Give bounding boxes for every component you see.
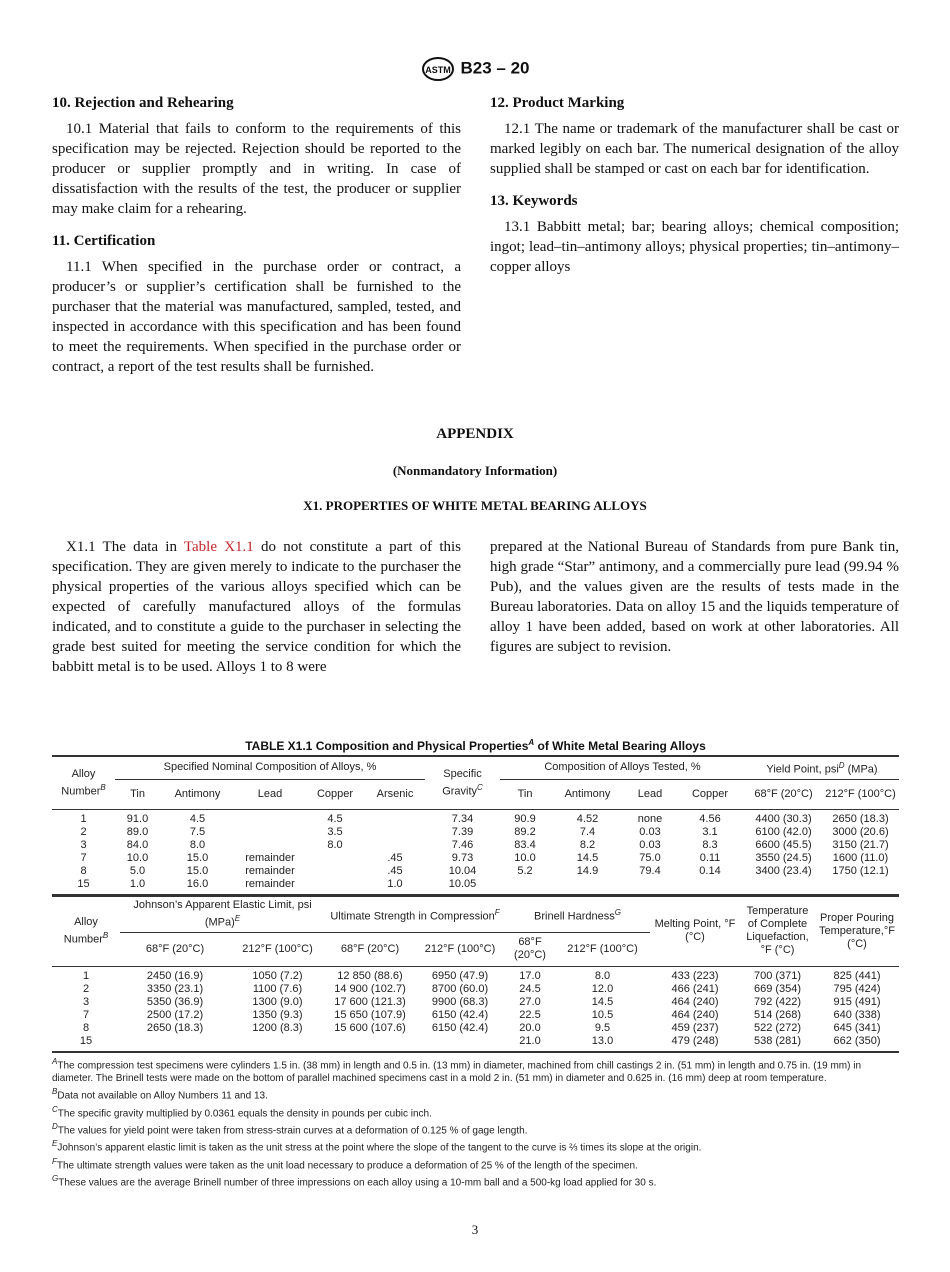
table-cell <box>230 1035 325 1052</box>
table-cell: 75.0 <box>639 851 661 864</box>
table-cell <box>235 809 305 826</box>
header-ultimate-strength: Ultimate Strength in Compression$^F$ <box>325 896 505 932</box>
header-johnson-elastic-limit: Johnson’s Apparent Elastic Limit, psi (MPa)$^E$ <box>120 896 325 932</box>
footnote-text: Data not available on Alloy Numbers 11 and 13. <box>57 1090 268 1102</box>
footnote-text: Johnson’s apparent elastic limit is taken as the unit stress at the point where the slope of the tangent to the curve is ⅔ times its slope at the origin. <box>57 1142 702 1154</box>
table-title-suffix: of White Metal Bearing Alloys <box>534 739 706 753</box>
table-cell: 464 (240) <box>671 1008 719 1021</box>
appendix-right-column <box>490 537 899 669</box>
x1-1-text-cont: do not constitute a part of this specification. They are given merely to indicate to the purchaser the physical properties of the various alloys specified which can be expected of carefully manufactured alloys of the formulas indicated, and to constitute a guide to the purchaser in selecting the grade best suited for meeting the service condition for which the babbitt metal is to be used. Alloys 1 to 8 were <box>52 539 461 675</box>
table-cell: 7.34 <box>451 812 474 825</box>
section-13-heading: 13. Keywords <box>490 193 578 209</box>
svg-text:ASTM: ASTM <box>424 65 451 75</box>
table-cell: remainder <box>245 877 295 890</box>
table-cell: 10.04 <box>448 864 477 877</box>
table-cell <box>675 878 745 895</box>
right-column <box>490 93 899 289</box>
header-alloy-number: Alloy Number$^B$ <box>52 896 120 966</box>
table-cell: remainder <box>245 864 295 877</box>
footnote-e <box>52 1137 899 1154</box>
appendix-section-title: X1. PROPERTIES OF WHITE METAL BEARING ALLOYS <box>303 498 647 513</box>
section-13-1: 13.1 Babbitt metal; bar; bearing alloys; chemical composition; ingot; lead–tin–antimony alloys; physical properties; tin–antimony–copper alloys <box>490 219 899 275</box>
table-cell <box>305 865 365 878</box>
table-cell <box>500 878 550 895</box>
subheader-col-2: 68°F (20°C) <box>340 942 400 955</box>
table-cell: 1.0 <box>387 877 403 890</box>
table-cell: 89.2 <box>514 825 536 838</box>
footnote-mark: A <box>52 1057 58 1066</box>
table-cell <box>325 1035 415 1052</box>
header-brinell-hardness: Brinell Hardness$^G$ <box>505 896 650 932</box>
table-cell: 433 (223) <box>671 969 719 982</box>
table-cell: 10.0 <box>126 851 149 864</box>
table-cell: 15 600 (107.6) <box>334 1021 406 1034</box>
table-cell: 3550 (24.5) <box>755 851 812 864</box>
table-cell: 10.0 <box>514 851 536 864</box>
table-cell: 22.5 <box>519 1008 541 1021</box>
header-specific-gravity: Specific Gravity$^C$ <box>425 756 500 809</box>
table-cell: 10.05 <box>448 877 477 890</box>
table-cell: 4.5 <box>189 812 206 825</box>
subheader-col-7: Lead <box>637 787 663 800</box>
subheader-col-3: 212°F (100°C) <box>424 942 496 955</box>
table-cell: 9900 (68.3) <box>431 995 489 1008</box>
table-x1-1-link[interactable]: Table X1.1 <box>183 539 254 555</box>
table-row <box>52 1022 899 1035</box>
table-cell: 1 <box>80 812 87 825</box>
table-cell: 7.39 <box>451 825 474 838</box>
table-cell: 2650 (18.3) <box>146 1021 204 1034</box>
table-cell: 3350 (23.1) <box>146 982 204 995</box>
table-cell: 9.5 <box>594 1021 611 1034</box>
subheader-col-6: Antimony <box>564 787 611 800</box>
table-row <box>52 878 899 895</box>
table-cell: 90.9 <box>514 812 536 825</box>
table-cell: 8.3 <box>702 838 718 851</box>
table-cell: 14.5 <box>576 851 599 864</box>
subheader-col-9: 68°F (20°C) <box>754 787 813 800</box>
table-footnotes <box>52 1055 899 1189</box>
table-cell: 522 (272) <box>753 1021 802 1034</box>
table-cell <box>365 839 425 852</box>
table-cell: 2500 (17.2) <box>146 1008 204 1021</box>
astm-logo-icon <box>421 56 455 82</box>
table-cell: 20.0 <box>519 1021 541 1034</box>
table-cell: 7.4 <box>579 825 596 838</box>
x1-1-paragraph <box>52 537 461 677</box>
table-cell: 1 <box>82 969 90 982</box>
table-cell: 4.5 <box>327 812 343 825</box>
section-11-1: 11.1 When specified in the purchase order or contract, a producer’s or supplier’s certification shall be furnished to the purchaser that the material was manufactured, sampled, tested, and inspected in accordance with this specification and has been found to meet the requirements. When specified in the purchase order or contract, a report of the test results shall be furnished. <box>52 259 461 375</box>
table-row <box>52 809 899 826</box>
table-cell: 8.0 <box>327 838 343 851</box>
table-cell: 3 <box>82 995 90 1008</box>
table-cell: remainder <box>245 851 295 864</box>
footnote-a <box>52 1055 899 1085</box>
table-cell <box>745 878 822 895</box>
table-cell: 7 <box>80 851 87 864</box>
table-cell: 0.03 <box>639 838 661 851</box>
table-cell: 1750 (12.1) <box>832 864 889 877</box>
table-cell: 514 (268) <box>753 1008 802 1021</box>
subheader-col-8: Copper <box>691 787 729 800</box>
subheader-col-10: 212°F (100°C) <box>825 787 896 800</box>
table-cell <box>305 878 365 895</box>
table-cell: 2450 (16.9) <box>146 969 204 982</box>
section-10-1: 10.1 Material that fails to conform to the requirements of this specification may be rejected. Rejection should be reported to the producer or supplier promptly and in writing. In case of dissatisfaction with the results of the test, the producer or supplier may make claim for a rehearing. <box>52 121 461 217</box>
table-cell: 6150 (42.4) <box>431 1008 489 1021</box>
table-cell: 3 <box>80 838 87 851</box>
table-cell: 5350 (36.9) <box>146 995 204 1008</box>
table-cell: 915 (491) <box>833 995 881 1008</box>
header-pouring-temp: Proper Pouring Temperature,°F (°C) <box>815 896 899 966</box>
table-cell: 15 650 (107.9) <box>334 1008 406 1021</box>
table-cell: 645 (341) <box>833 1021 881 1034</box>
header-nominal-composition: Specified Nominal Composition of Alloys, % <box>115 756 425 779</box>
table-row <box>52 826 899 839</box>
table-cell: 8.0 <box>594 969 611 982</box>
table-cell: 479 (248) <box>671 1034 719 1047</box>
table-cell: 27.0 <box>519 995 541 1008</box>
table-cell: 795 (424) <box>833 982 881 995</box>
table-cell <box>365 826 425 839</box>
table-cell: 3150 (21.7) <box>832 838 889 851</box>
footnote-mark: B <box>52 1087 58 1097</box>
footnote-mark: C <box>52 1104 58 1114</box>
subheader-col-0: Tin <box>130 787 145 800</box>
table-cell <box>550 878 625 895</box>
table-cell <box>120 1035 230 1052</box>
table-cell: 7.46 <box>451 838 474 851</box>
table-cell: .45 <box>387 851 403 864</box>
table-cell: 89.0 <box>126 825 149 838</box>
table-cell: 2650 (18.3) <box>832 812 889 825</box>
table-cell: 3400 (23.4) <box>755 864 812 877</box>
section-12-1: 12.1 The name or trademark of the manufacturer shall be cast or marked legibly on each bar. The numerical designation of the alloy supplied shall be stamped or cast on each bar for identification. <box>490 121 899 177</box>
table-row <box>52 839 899 852</box>
footnote-mark: D <box>52 1121 58 1131</box>
table-cell: 538 (281) <box>753 1034 802 1047</box>
table-cell: 3.1 <box>702 825 718 838</box>
table-cell: .45 <box>387 864 403 877</box>
table-cell: 4.56 <box>699 812 721 825</box>
table-cell: 6150 (42.4) <box>431 1021 489 1034</box>
footnote-d <box>52 1120 899 1137</box>
footnote-mark: F <box>52 1156 57 1166</box>
table-cell: 662 (350) <box>833 1034 881 1047</box>
x1-1-text: X1.1 The data in <box>66 539 184 555</box>
physical-properties-table <box>52 895 899 1053</box>
table-row <box>52 966 899 983</box>
header-liquefaction-temp: Temperature of Complete Liquefaction,°F (°C) <box>740 896 815 966</box>
table-cell: 10.5 <box>591 1008 614 1021</box>
footnote-mark: E <box>52 1139 58 1149</box>
table-cell: 5.2 <box>517 864 533 877</box>
footnote-text: The specific gravity multiplied by 0.0361 equals the density in pounds per cubic inch. <box>57 1107 432 1119</box>
table-cell: 24.5 <box>519 982 541 995</box>
table-cell: 792 (422) <box>753 995 802 1008</box>
header-yield-point: Yield Point, psi$^D$ (MPa) <box>745 756 899 779</box>
table-cell: 13.0 <box>591 1034 614 1047</box>
table-cell <box>365 809 425 826</box>
table-cell: 4400 (30.3) <box>755 812 812 825</box>
table-cell: 8.0 <box>189 838 206 851</box>
table-cell <box>235 839 305 852</box>
table-cell: 1.0 <box>129 877 146 890</box>
footnote-text: The compression test specimens were cylinders 1.5 in. (38 mm) in length and 0.5 in. (13 mm) in diameter, machined from chill castings 2 in. (51 mm) in length and 0.75 in. (19 mm) in diameter. The Brinell tests were made on the bottom of parallel machined specimens cast in a mold 2 in. (51 mm) in diameter and 0.625 in. (16 mm) deep at room temperature. <box>52 1060 862 1085</box>
subheader-col-4: 68°F (20°C) <box>514 936 546 962</box>
header-tested-composition: Composition of Alloys Tested, % <box>500 756 745 779</box>
table-cell: 825 (441) <box>833 969 881 982</box>
table-cell: 9.73 <box>451 851 474 864</box>
left-column <box>52 93 461 389</box>
table-row <box>52 1009 899 1022</box>
table-cell: 14 900 (102.7) <box>334 982 406 995</box>
section-12-heading: 12. Product Marking <box>490 95 625 111</box>
designation: B23 – 20 <box>460 58 530 78</box>
table-row <box>52 983 899 996</box>
table-cell: 8 <box>80 864 87 877</box>
table-cell: 1350 (9.3) <box>252 1008 303 1021</box>
table-cell: 91.0 <box>126 812 149 825</box>
table-cell: 3000 (20.6) <box>832 825 889 838</box>
table-cell: 1200 (8.3) <box>252 1021 303 1034</box>
subheader-col-3: Copper <box>316 787 354 800</box>
footnote-text: The ultimate strength values were taken as the unit load necessary to produce a deformation of 25 % of the length of the specimen. <box>56 1159 638 1171</box>
footnote-f <box>52 1155 899 1172</box>
table-cell: 669 (354) <box>753 982 802 995</box>
table-cell: 6100 (42.0) <box>755 825 812 838</box>
table-cell: 14.9 <box>576 864 599 877</box>
table-cell: 16.0 <box>186 877 209 890</box>
subheader-col-5: Tin <box>517 787 533 800</box>
table-cell: 2 <box>82 982 90 995</box>
table-cell: 15 <box>77 877 90 890</box>
header-melting-point: Melting Point, °F (°C) <box>650 896 740 966</box>
table-cell <box>822 878 899 895</box>
table-cell: 12.0 <box>591 982 614 995</box>
table-cell: 0.14 <box>699 864 721 877</box>
table-title <box>52 738 899 753</box>
table-cell: 17.0 <box>519 969 541 982</box>
appendix-title: APPENDIX <box>436 426 514 442</box>
table-cell: 8.2 <box>579 838 596 851</box>
table-cell: 83.4 <box>514 838 536 851</box>
section-11-heading: 11. Certification <box>52 233 156 249</box>
table-row <box>52 852 899 865</box>
subheader-col-2: Lead <box>257 787 283 800</box>
table-cell: 15.0 <box>186 851 209 864</box>
table-cell: 15 <box>79 1034 93 1047</box>
footnote-text: The values for yield point were taken from stress-strain curves at a deformation of 0.125 % of gage length. <box>57 1125 528 1137</box>
table-cell: 6950 (47.9) <box>431 969 489 982</box>
subheader-col-5: 212°F (100°C) <box>567 942 638 955</box>
table-cell: 464 (240) <box>671 995 719 1008</box>
table-cell: 14.5 <box>591 995 614 1008</box>
x1-1-continuation: prepared at the National Bureau of Standards from pure Bank tin, high grade “Star” antimony, and a commercially pure lead (99.94 % Pub), and the values given are the results of tests made in the Bureau laboratories. Data on alloy 15 and the liquids temperature of alloy 1 have been added, based on work at other laboratories. All figures are subject to revision. <box>490 539 899 655</box>
table-cell: 8 <box>82 1021 90 1034</box>
appendix-subtitle: (Nonmandatory Information) <box>392 463 558 478</box>
subheader-col-1: 212°F (100°C) <box>242 942 313 955</box>
table-cell: 4.52 <box>576 812 599 825</box>
table-cell <box>625 878 675 895</box>
table-cell: 466 (241) <box>671 982 719 995</box>
footnote-g <box>52 1172 899 1189</box>
table-row <box>52 865 899 878</box>
table-cell <box>235 826 305 839</box>
table-cell: 1050 (7.2) <box>252 969 303 982</box>
table-cell: 84.0 <box>126 838 149 851</box>
footnote-ref: A <box>528 738 535 747</box>
subheader-col-1: Antimony <box>174 787 221 800</box>
header-alloy-number: Alloy Number$^B$ <box>52 756 115 809</box>
appendix-left-column <box>52 537 461 689</box>
table-cell <box>415 1035 505 1052</box>
table-cell: 6600 (45.5) <box>755 838 812 851</box>
table-cell: 0.03 <box>639 825 661 838</box>
table-cell: 7 <box>82 1008 90 1021</box>
table-cell: 17 600 (121.3) <box>334 995 406 1008</box>
table-row <box>52 1035 899 1052</box>
subheader-col-0: 68°F (20°C) <box>145 942 205 955</box>
composition-table <box>52 755 899 896</box>
table-cell: 7.5 <box>189 825 206 838</box>
subheader-col-4: Arsenic <box>376 787 414 800</box>
table-cell: 21.0 <box>519 1034 541 1047</box>
table-cell: 5.0 <box>129 864 146 877</box>
table-cell: 79.4 <box>639 864 661 877</box>
footnote-c <box>52 1103 899 1120</box>
footnote-mark: G <box>52 1173 59 1183</box>
table-title-text: TABLE X1.1 Composition and Physical Properties <box>245 739 529 753</box>
table-cell: 700 (371) <box>753 969 802 982</box>
table-cell: 640 (338) <box>833 1008 881 1021</box>
table-cell: 1100 (7.6) <box>252 982 303 995</box>
table-cell: 459 (237) <box>671 1021 719 1034</box>
page-header <box>0 56 950 82</box>
footnote-text: These values are the average Brinell number of three impressions on each alloy using a 10-mm ball and a 500-kg load applied for 30 s. <box>58 1177 657 1189</box>
table-cell: 15.0 <box>186 864 209 877</box>
table-cell: 12 850 (88.6) <box>337 969 403 982</box>
footnote-b <box>52 1085 899 1102</box>
table-row <box>52 996 899 1009</box>
table-cell: 3.5 <box>327 825 343 838</box>
table-cell: 8700 (60.0) <box>431 982 489 995</box>
page-number: 3 <box>471 1222 479 1237</box>
table-cell: 0.11 <box>699 851 721 864</box>
table-cell: none <box>637 812 663 825</box>
section-10-heading: 10. Rejection and Rehearing <box>52 95 234 111</box>
table-cell <box>305 852 365 865</box>
table-cell: 1600 (11.0) <box>832 851 889 864</box>
table-cell: 1300 (9.0) <box>252 995 303 1008</box>
table-cell: 2 <box>80 825 87 838</box>
